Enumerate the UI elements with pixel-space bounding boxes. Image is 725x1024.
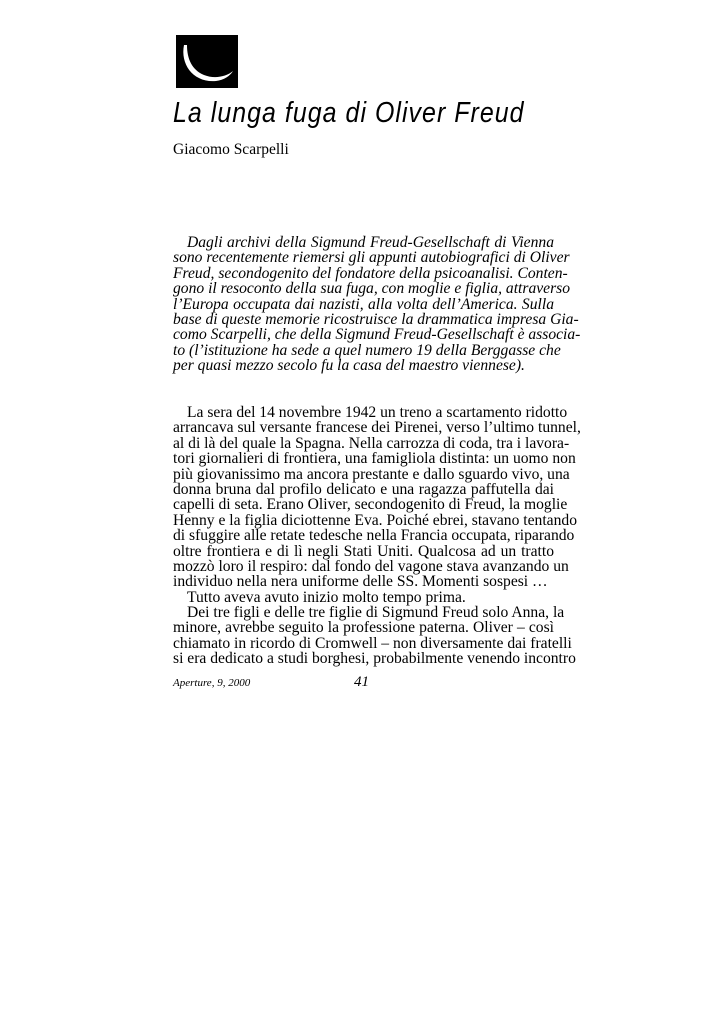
body-line: capelli di seta. Erano Oliver, secondogenito di Freud, la moglie [173, 496, 568, 514]
abstract-line: to (l’istituzione ha sede a quel numero 19 della Berggasse che [173, 341, 561, 359]
abstract [173, 234, 581, 375]
journal-citation: Aperture, 9, 2000 [173, 677, 251, 689]
body-line: La sera del 14 novembre 1942 un treno a scartamento ridotto [187, 404, 568, 421]
body-line: donna bruna dal profilo delicato e una ragazza paffutella dai [173, 480, 554, 498]
abstract-line: como Scarpelli, che della Sigmund Freud-Gesellschaft è associa- [173, 326, 581, 344]
body-line: Tutto aveva avuto inizio molto tempo prima. [187, 588, 466, 606]
body-line: chiamato in ricordo di Cromwell – non diversamente dai fratelli [173, 634, 572, 652]
body-line: Henny e la figlia diciottenne Eva. Poiché ebrei, stavano tentando [173, 511, 577, 529]
crescent-moon-icon [176, 35, 238, 88]
page-number: 41 [354, 674, 369, 690]
abstract-line: Freud, secondogenito del fondatore della psicoanalisi. Conten- [173, 264, 568, 282]
abstract-line: sono recentemente riemersi gli appunti autobiografici di Oliver [173, 249, 570, 267]
article-title: La lunga fuga di Oliver Freud [173, 97, 525, 129]
body-line: mozzò loro il respiro: dal fondo del vagone stava avanzando un [173, 557, 569, 575]
journal-logo [176, 35, 238, 88]
article-body [173, 404, 581, 668]
abstract-line: base di queste memorie ricostruisce la drammatica impresa Gia- [173, 310, 579, 328]
article-author: Giacomo Scarpelli [173, 141, 289, 158]
body-line: Dei tre figli e delle tre figlie di Sigmund Freud solo Anna, la [187, 604, 565, 622]
body-line: minore, avrebbe seguito la professione paterna. Oliver – così [173, 619, 554, 637]
body-line: più giovanissimo ma ancora prestante e dallo sguardo vivo, una [173, 465, 570, 483]
body-line: al di là del quale la Spagna. Nella carrozza di coda, tra i lavora- [173, 434, 570, 452]
body-line: di sfuggire alle retate tedesche nella Francia occupata, riparando [173, 527, 575, 545]
abstract-line: per quasi mezzo secolo fu la casa del maestro viennese). [173, 357, 525, 375]
body-line: oltre frontiera e di lì negli Stati Uniti. Qualcosa ad un tratto [173, 542, 554, 560]
body-line: arrancava sul versante francese dei Pirenei, verso l’ultimo tunnel, [173, 419, 581, 437]
abstract-line: l’Europa occupata dai nazisti, alla volta dell’America. Sulla [173, 295, 554, 313]
abstract-line: gono il resoconto della sua fuga, con moglie e figlia, attraverso [173, 280, 571, 298]
body-line: individuo nella nera uniforme delle SS. Momenti sospesi … [173, 573, 548, 591]
abstract-line: Dagli archivi della Sigmund Freud-Gesellschaft di Vienna [187, 234, 554, 251]
body-line: tori giornalieri di frontiera, una famigliola distinta: un uomo non [173, 450, 576, 468]
body-line: si era dedicato a studi borghesi, probabilmente venendo incontro [173, 650, 576, 668]
